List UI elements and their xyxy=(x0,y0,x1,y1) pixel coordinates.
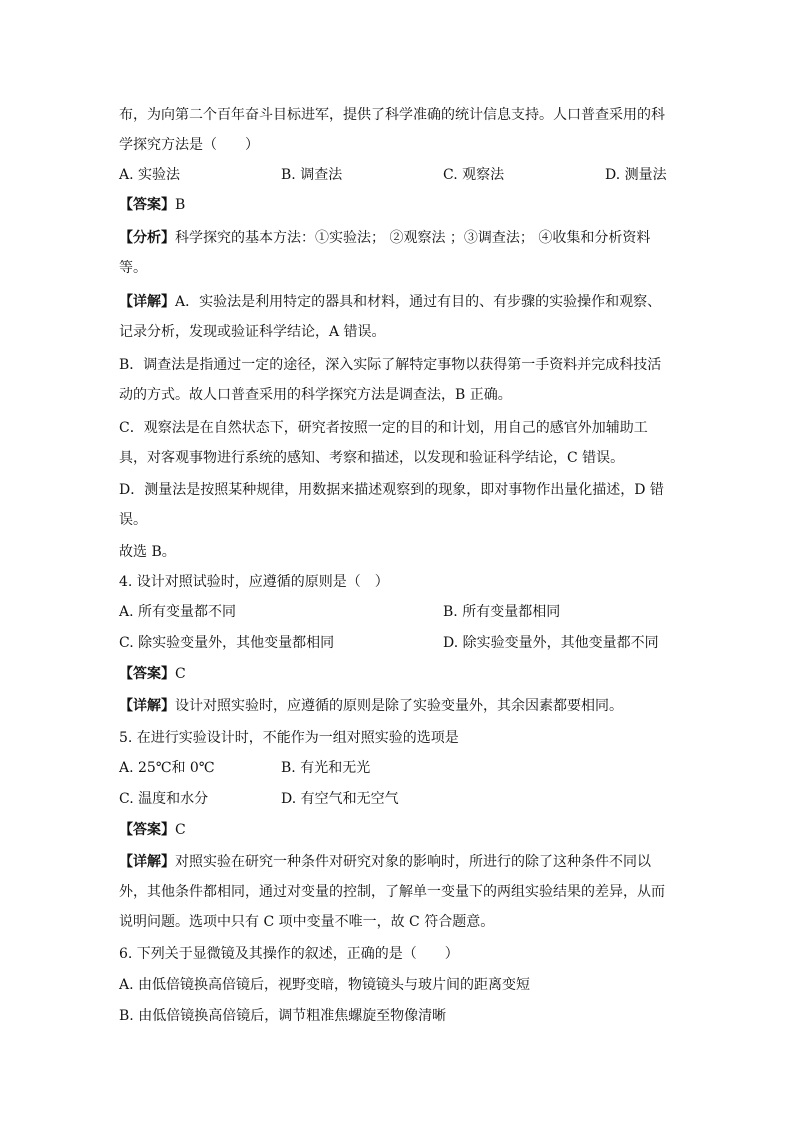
q3-option-b: B. 调查法 xyxy=(281,167,343,183)
analysis-tag: 【分析】 xyxy=(119,230,175,246)
q3-option-d: D. 测量法 xyxy=(605,167,667,183)
q3-analysis xyxy=(119,228,650,248)
q6-option-b: B. 由低倍镜换高倍镜后，调节粗准焦螺旋至物像清晰 xyxy=(119,1008,447,1024)
text-line: 故选 B。 xyxy=(119,544,176,560)
q5-answer xyxy=(119,820,186,840)
q5-detail xyxy=(119,852,651,872)
q4-answer xyxy=(119,664,186,684)
text-line: 记录分析，发现或验证科学结论，A 错误。 xyxy=(119,324,386,340)
answer-value: B xyxy=(175,197,186,213)
text-line: 外，其他条件都相同，通过对变量的控制，了解单一变量下的两组实验结果的差异，从而 xyxy=(119,884,665,900)
q3-answer xyxy=(119,195,185,215)
answer-tag: 【答案】 xyxy=(119,666,175,682)
q5-option-d: D. 有空气和无空气 xyxy=(281,791,399,807)
q4-option-a: A. 所有变量都不同 xyxy=(119,604,237,620)
detail-tag: 【详解】 xyxy=(119,294,175,310)
text-line: 说明问题。选项中只有 C 项中变量不唯一，故 C 符合题意。 xyxy=(119,914,495,930)
q5-stem: 5. 在进行实验设计时，不能作为一组对照实验的选项是 xyxy=(119,730,459,746)
detail-text: 对照实验在研究一种条件对研究对象的影响时，所进行的除了这种条件不同以 xyxy=(175,854,651,870)
text-line: 学探究方法是（ ） xyxy=(119,137,259,153)
answer-tag: 【答案】 xyxy=(119,197,175,213)
text-line: 误。 xyxy=(119,512,147,528)
q5-option-c: C. 温度和水分 xyxy=(119,791,209,807)
q3-detail xyxy=(119,292,661,312)
q4-stem: 4. 设计对照试验时，应遵循的原则是（ ） xyxy=(119,574,389,590)
q4-detail xyxy=(119,696,623,716)
q3-option-a: A. 实验法 xyxy=(119,167,181,183)
detail-text: A．实验法是利用特定的器具和材料，通过有目的、有步骤的实验操作和观察、 xyxy=(175,294,662,310)
text-line: C．观察法是在自然状态下，研究者按照一定的目的和计划，用自己的感官外加辅助工 xyxy=(119,420,648,436)
q5-option-b: B. 有光和无光 xyxy=(281,760,371,776)
q4-option-d: D. 除实验变量外，其他变量都不同 xyxy=(443,635,659,651)
q4-option-b: B. 所有变量都相同 xyxy=(443,604,561,620)
q5-option-a: A. 25℃和 0℃ xyxy=(119,760,215,776)
text-line: 动的方式。故人口普查采用的科学探究方法是调查法，B 正确。 xyxy=(119,387,512,403)
answer-value: C xyxy=(175,666,186,682)
text-line: B．调查法是指通过一定的途径，深入实际了解特定事物以获得第一手资料并完成科技活 xyxy=(119,357,662,373)
answer-value: C xyxy=(175,822,186,838)
q4-option-c: C. 除实验变量外，其他变量都相同 xyxy=(119,635,335,651)
detail-tag: 【详解】 xyxy=(119,854,175,870)
q6-stem: 6. 下列关于显微镜及其操作的叙述，正确的是（ ） xyxy=(119,946,459,962)
q3-option-c: C. 观察法 xyxy=(443,167,505,183)
text-line: 等。 xyxy=(119,260,147,276)
answer-tag: 【答案】 xyxy=(119,822,175,838)
text-line: 具，对客观事物进行系统的感知、考察和描述，以发现和验证科学结论，C 错误。 xyxy=(119,450,625,466)
detail-text: 设计对照实验时，应遵循的原则是除了实验变量外，其余因素都要相同。 xyxy=(175,698,623,714)
text-line: D．测量法是按照某种规律，用数据来描述观察到的现象，即对事物作出量化描述，D 错 xyxy=(119,482,664,498)
q6-option-a: A. 由低倍镜换高倍镜后，视野变暗，物镜镜头与玻片间的距离变短 xyxy=(119,977,531,993)
text-line: 布，为向第二个百年奋斗目标进军，提供了科学准确的统计信息支持。人口普查采用的科 xyxy=(119,107,665,123)
analysis-text: 科学探究的基本方法：①实验法； ②观察法 ；③调查法； ④收集和分析资料 xyxy=(175,230,651,246)
detail-tag: 【详解】 xyxy=(119,698,175,714)
